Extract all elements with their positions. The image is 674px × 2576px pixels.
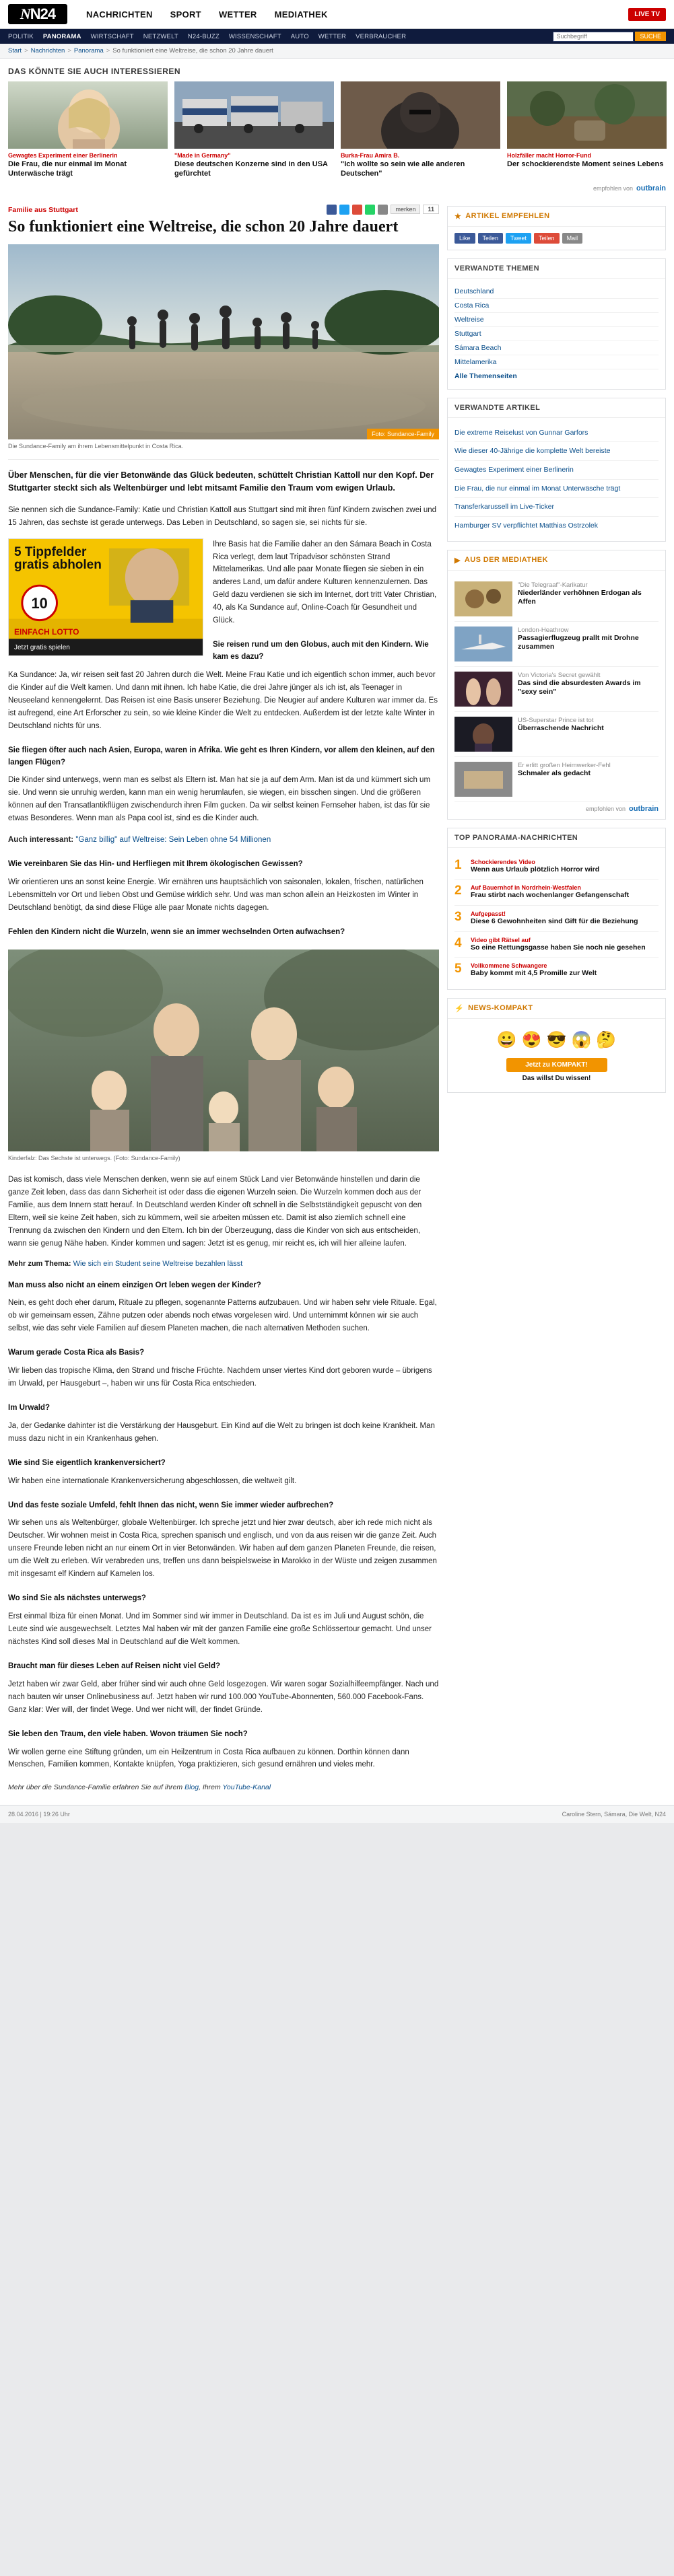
- ad-brand: EINFACH LOTTO: [14, 627, 79, 637]
- related-topics-title: VERWANDTE THEMEN: [448, 259, 665, 279]
- hero-caption: Die Sundance-Family am ihrem Lebensmittelpunkt in Costa Rica.: [8, 439, 439, 460]
- recommendation-row: [0, 81, 674, 183]
- top-news-category: Auf Bauernhof in Nordrhein-Westfalen: [471, 884, 581, 892]
- recommendation-item[interactable]: [174, 81, 334, 179]
- breadcrumb-item-panorama[interactable]: Panorama: [73, 47, 104, 55]
- recommendation-item[interactable]: [8, 81, 168, 179]
- subnav-item-n24buzz[interactable]: N24-BUZZ: [187, 32, 220, 40]
- related-topics-list: [448, 279, 665, 389]
- top-news-category: Video gibt Rätsel auf: [471, 936, 531, 943]
- bolt-icon: ⚡: [454, 1004, 465, 1013]
- media-item[interactable]: [454, 577, 659, 622]
- twitter-share-button[interactable]: Tweet: [506, 233, 531, 244]
- top-news-list: [448, 848, 665, 989]
- svg-text:10: 10: [31, 594, 48, 612]
- main-navigation: [86, 9, 328, 20]
- article-credit: Caroline Stern, Sámara, Die Welt, N24: [562, 1811, 666, 1818]
- mediathek-title: [448, 550, 665, 571]
- topic-link[interactable]: Sámara Beach: [454, 341, 659, 355]
- top-news-headline: So eine Rettungsgasse haben Sie noch nie gesehen: [471, 943, 646, 952]
- news-kompakt-title-text: NEWS-KOMPAKT: [468, 1004, 533, 1013]
- recommendation-powered-label: empfohlen von: [593, 184, 633, 192]
- whatsapp-icon[interactable]: [365, 205, 375, 215]
- article-answer: Das ist komisch, dass viele Menschen denken, wenn sie auf einem Stück Land vier Betonwände hinstellen und darin die ganze Zeit leben, dass das dann Sicherheit ist oder dass die eigenen Wurzeln seien. Die Wurzeln kommen doch aus der Familie, aus dem Innern statt herauf. In Deutschland werden Kinder oft schnell in die Selbstständigkeit gepuscht von den Eltern, weil sie keine Zeit haben, sich zu kümmern, weil sie arbeiten müssen etc. Damit ist also ziemlich schnell eine Trennung da zwischen den Kindern und den Eltern. Ich bin der Überzeugung, dass die Kinder von sich aus entscheiden, wann sie genug Nähe haben. Kinder kommen und sagen: Jetzt ist es genug, mir reicht es, ich will hier alleine laufen.: [8, 1175, 422, 1248]
- inline-image: [8, 950, 439, 1151]
- footer-note-mid: , Ihrem: [199, 1783, 223, 1792]
- media-headline: Überraschende Nachricht: [518, 723, 604, 732]
- photo-burka-woman: [341, 81, 500, 149]
- related-articles-list: [448, 418, 665, 541]
- media-thumbnail[interactable]: [454, 672, 512, 707]
- article-answer: Erst einmal Ibiza für einen Monat. Und im Sommer sind wir immer in Deutschland. Da ist es im Juli und August schön, die Leute sind wie ausgewechselt. Letztes Mal haben wir mit der ganzen Familie eine große Schlössertour gemacht. Und unser nächstes Kind soll dieses Mal in Deutschland auf die Welt kommen.: [8, 1612, 432, 1646]
- hero-image: [8, 244, 439, 439]
- related-topics-box: [447, 258, 666, 390]
- media-item[interactable]: [454, 667, 659, 712]
- subnav-item-wissenschaft[interactable]: WISSENSCHAFT: [228, 32, 281, 40]
- recommendation-headline: Diese deutschen Konzerne sind in den USA gefürchtet: [174, 160, 328, 178]
- news-kompakt-subtitle: Das willst Du wissen!: [522, 1074, 591, 1082]
- breadcrumb-item-start[interactable]: Start: [8, 47, 22, 55]
- subnav-item-auto[interactable]: AUTO: [290, 32, 309, 40]
- recommendation-category: "Made in Germany": [174, 152, 231, 159]
- subnav-item-wetter[interactable]: WETTER: [318, 32, 347, 40]
- more-on-topic: [8, 1260, 439, 1268]
- ad-creative[interactable]: [8, 538, 203, 656]
- recommendation-headline: Der schockierendste Moment seines Lebens: [507, 160, 664, 168]
- google-plus-icon[interactable]: [352, 205, 362, 215]
- recommendation-section-title: DAS KÖNNTE SIE AUCH INTERESSIEREN: [8, 67, 181, 76]
- article-paragraph: Ihre Basis hat die Familie daher an den Sámara Beach in Costa Rica verlegt, dem laut Tripadvisor schönsten Strand Mittelamerikas. Und alle paar Monate fliegen sie sieben in ein anderes Land, um dafür andere Kulturen kennenzulernen. Das Geld dazu verdienen sie sich im Internet, dort tritt Vater Christian, 40, als Ka Sundance auf, Online-Coach für Gesundheit und Glück.: [213, 540, 437, 625]
- facebook-share-button[interactable]: Teilen: [478, 233, 504, 244]
- media-thumbnail[interactable]: [454, 762, 512, 797]
- article-question: Sie reisen rund um den Globus, auch mit den Kindern. Wie kam es dazu?: [213, 641, 429, 661]
- recommendation-thumbnail[interactable]: [8, 81, 168, 149]
- nav-item-nachrichten[interactable]: NACHRICHTEN: [86, 9, 153, 20]
- nav-item-sport[interactable]: SPORT: [170, 9, 201, 20]
- play-icon: ▶: [454, 556, 461, 565]
- media-item[interactable]: [454, 757, 659, 802]
- article-content: [8, 206, 439, 1792]
- related-article-link[interactable]: Wie dieser 40-Jährige die komplette Welt bereiste: [454, 442, 659, 461]
- breadcrumb-separator: >: [24, 47, 28, 55]
- article-answer: Wir haben eine internationale Krankenversicherung abgeschlossen, die weltweit gilt.: [8, 1476, 297, 1485]
- inline-caption: Kinderfalz: Das Sechste ist unterwegs. (Foto: Sundance-Family): [8, 1154, 180, 1161]
- top-news-box: [447, 828, 666, 990]
- photo-family-beach-jumping: [8, 244, 439, 439]
- top-news-rank: 3: [454, 909, 462, 924]
- top-news-headline: Baby kommt mit 4,5 Promille zur Welt: [471, 969, 597, 978]
- recommendation-thumbnail[interactable]: [507, 81, 667, 149]
- media-headline: Niederländer verhöhnen Erdogan als Affen: [518, 588, 642, 606]
- related-articles-title: VERWANDTE ARTIKEL: [448, 398, 665, 418]
- top-news-item[interactable]: [454, 958, 659, 983]
- sidebar: [447, 206, 666, 1101]
- article-timestamp: 28.04.2016 | 19:26 Uhr: [8, 1811, 70, 1818]
- mediathek-title-text: AUS DER MEDIATHEK: [464, 556, 548, 565]
- media-item[interactable]: [454, 622, 659, 667]
- breadcrumb: [0, 44, 674, 58]
- top-news-rank: 5: [454, 962, 462, 976]
- article-lead: Über Menschen, für die vier Betonwände das Glück bedeuten, schüttelt Christian Kattoll nur den Kopf. Der Stuttgarter steckt sich als Weltenbürger und lebt mitsamt Familie den Traum vom ewigen Urlaub.: [8, 470, 434, 493]
- article-answer: Wir orientieren uns an sonst keine Energie. Wir ernähren uns hauptsächlich von saisonalen, lokalen, frischen, natürlichen Lebensmitteln vor Ort und lieben Obst und Gemüse wirklich sehr. Und was man schon allein an Heizkosten im Winter in Deutschland benötigt, da sind diese Flüge alle paar Monate nichts dagegen.: [8, 878, 424, 912]
- recommendation-item[interactable]: [341, 81, 500, 179]
- emoji-row: [454, 1025, 659, 1052]
- recommendation-attribution: [0, 183, 674, 199]
- image-credit: Foto: Sundance-Family: [367, 429, 439, 439]
- photo-airplane-drone: [454, 627, 512, 661]
- search-button[interactable]: SUCHE: [635, 32, 666, 41]
- search-box[interactable]: [553, 32, 666, 42]
- media-thumbnail[interactable]: [454, 717, 512, 752]
- top-news-item[interactable]: [454, 932, 659, 958]
- article-answer: Wir sehen uns als Weltenbürger, globale Weltenbürger. Ich spreche jetzt und hier zwar deutsch, aber ich rede mich nicht als Deutscher. Wir wohnen meist in Costa Rica, sprechen spanisch und englisch, und von da aus reisen wir die ganze Zeit. Auch unsere Freunde leben nicht an nur einem Ort in vier Betonwänden. Wir haben auf dem ganzen Planeten Freunde, die reisen, um die Welt zu erleben. Wir verabreden uns, treffen uns dann beispielsweise in Marokko in der Wüste und zeigen zusammen mit insgesamt elf Kindern auf Kamelen los.: [8, 1519, 437, 1579]
- article-answer: Wir wollen gerne eine Stiftung gründen, um ein Heilzentrum in Costa Rica aufbauen zu können. Dorthin können dann Menschen, Familien kommen, Kontakte knüpfen, Yoga praktizieren, sich gesund ernähren und vieles mehr.: [8, 1748, 409, 1769]
- article-question: Man muss also nicht an einem einzigen Ort leben wegen der Kinder?: [8, 1281, 261, 1289]
- top-news-category: Schockierendes Video: [471, 858, 535, 865]
- breadcrumb-separator: >: [67, 47, 71, 55]
- footer-note-text: Mehr über die Sundance-Familie erfahren Sie auf ihrem: [8, 1783, 185, 1792]
- media-thumbnail[interactable]: [454, 581, 512, 616]
- site-header: [0, 0, 674, 29]
- inline-teaser: [8, 834, 439, 847]
- article-question: Fehlen den Kindern nicht die Wurzeln, wenn sie an immer wechselnden Orten aufwachsen?: [8, 927, 345, 936]
- topic-link[interactable]: Stuttgart: [454, 327, 659, 341]
- media-headline: Das sind die absurdesten Awards im "sexy sein": [518, 678, 641, 696]
- top-news-item[interactable]: [454, 854, 659, 880]
- top-news-headline: Wenn aus Urlaub plötzlich Horror wird: [471, 865, 600, 873]
- top-news-item[interactable]: [454, 880, 659, 906]
- facebook-icon[interactable]: [327, 205, 337, 215]
- photo-caricature: [454, 581, 512, 616]
- news-kompakt-title: [448, 999, 665, 1019]
- share-bar: [327, 205, 439, 215]
- inline-figure: [8, 950, 439, 1170]
- top-news-item[interactable]: [454, 906, 659, 932]
- breadcrumb-bar: [0, 44, 674, 59]
- sub-navigation: [0, 29, 674, 44]
- photo-trucks: [174, 81, 334, 149]
- page-footer: [0, 1805, 674, 1823]
- media-kicker: US-Superstar Prince ist tot: [518, 716, 594, 724]
- article-question: Wo sind Sie als nächstes unterwegs?: [8, 1594, 146, 1603]
- article-question: Sie leben den Traum, den viele haben. Wovon träumen Sie noch?: [8, 1729, 248, 1738]
- more-label: Mehr zum Thema:: [8, 1259, 71, 1268]
- media-headline: Passagierflugzeug prallt mit Drohne zusammen: [518, 633, 639, 651]
- recommendation-thumbnail[interactable]: [174, 81, 334, 149]
- article-question: Und das feste soziale Umfeld, fehlt Ihnen das nicht, wenn Sie immer wieder aufbrechen?: [8, 1501, 334, 1509]
- article-question: Im Urwald?: [8, 1404, 50, 1412]
- article-question: Warum gerade Costa Rica als Basis?: [8, 1349, 145, 1357]
- inline-teaser-link[interactable]: "Ganz billig" auf Weltreise: Sein Leben ohne 54 Millionen: [75, 836, 271, 845]
- breadcrumb-item-nachrichten[interactable]: Nachrichten: [30, 47, 65, 55]
- ad-title: 5 Tippfelder gratis abholen: [14, 544, 102, 573]
- recommendation-thumbnail[interactable]: [341, 81, 500, 149]
- recommendation-headline: Die Frau, die nur einmal im Monat Unterwäsche trägt: [8, 160, 127, 178]
- ad-subtitle: Jetzt gratis spielen: [14, 643, 70, 651]
- breadcrumb-current: So funktioniert eine Weltreise, die schon 20 Jahre dauert: [112, 47, 273, 55]
- all-topics-link[interactable]: Alle Themenseiten: [454, 371, 517, 380]
- n24-logo[interactable]: N N24: [8, 4, 67, 24]
- article-kicker: Familie aus Stuttgart: [8, 205, 78, 214]
- news-kompakt-button[interactable]: Jetzt zu KOMPAKT!: [506, 1058, 607, 1072]
- top-news-title: TOP PANORAMA-NACHRICHTEN: [448, 828, 665, 848]
- media-kicker: London-Heathrow: [518, 626, 569, 634]
- recommendation-category: Burka-Frau Amira B.: [341, 152, 400, 159]
- facebook-like-button[interactable]: Like: [454, 233, 475, 244]
- top-news-rank: 4: [454, 935, 462, 950]
- social-buttons: [454, 233, 659, 244]
- mail-share-button[interactable]: Mail: [562, 233, 583, 244]
- mediathek-list: [448, 571, 665, 819]
- recommendation-headline: "Ich wollte so sein wie alle anderen Deutschen": [341, 160, 465, 178]
- photo-models-runway: [454, 672, 512, 707]
- article-answer: Ja, der Gedanke dahinter ist die Verstärkung der Hausgeburt. Ein Kind auf die Welt zu bringen ist doch keine Krankheit. Man muss dazu nicht in ein Krankenhaus gehen.: [8, 1421, 435, 1443]
- emoji-cool-icon[interactable]: 😎: [546, 1030, 567, 1049]
- article-question: Wie sind Sie eigentlich krankenversichert?: [8, 1458, 166, 1467]
- share-article-title: [448, 207, 665, 227]
- top-news-rank: 2: [454, 884, 462, 898]
- merken-button[interactable]: merken: [391, 205, 420, 214]
- footer-note-youtube-link[interactable]: YouTube-Kanal: [222, 1783, 271, 1792]
- photo-family-portrait: [8, 950, 439, 1151]
- topic-link[interactable]: Weltreise: [454, 313, 659, 327]
- subnav-item-verbraucher[interactable]: VERBRAUCHER: [356, 32, 407, 40]
- more-link[interactable]: Wie sich ein Student seine Weltreise bezahlen lässt: [73, 1259, 243, 1268]
- news-kompakt-box: [447, 998, 666, 1093]
- star-icon: ★: [454, 212, 462, 221]
- emoji-thinking-icon[interactable]: 🤔: [596, 1030, 617, 1049]
- media-kicker: "Die Telegraaf"-Karikatur: [518, 581, 588, 589]
- article-paragraph: Sie nennen sich die Sundance-Family: Katie und Christian Kattoll aus Stuttgart sind mit ihren fünf Kindern zwischen zwei und 15 Jahren, das sechste ist gerade unterwegs. Das Leben in Deutschland, so sagen sie, sei nichts für sie.: [8, 505, 437, 527]
- recommendation-category: Holzfäller macht Horror-Fund: [507, 152, 592, 159]
- related-article-kicker[interactable]: Transferkarussell im Live-Ticker: [454, 498, 659, 517]
- article-answer: Die Kinder sind unterwegs, wenn man es selbst als Eltern ist. Man hat sie ja auf dem Arm. Man ist da und kümmert sich um sie. Und wenn sie unruhig werden, kann man ein wenig herumlaufen, sie wiegen, ein bisschen singen. Und die größeren können auf den Transatlantikflügen zwischendurch ihren Film gucken. Da wir selbst keinen Fernseher haben, ist das für sie etwas Besonderes. Wenn man als Papa cool ist, sind es die Kinder auch.: [8, 776, 431, 823]
- emoji-happy-icon[interactable]: 😀: [496, 1030, 517, 1049]
- article-answer: Jetzt haben wir zwar Geld, aber früher sind wir auch ohne Geld losgezogen. Wir waren sogar Sozialhilfeempfänger. Nach und nach bauten wir unser Onlinebusiness auf. Jetzt haben wir rund 100.000 YouTube-Abonnenten, 560.000 Facebook-Fans. Ganz klar: Wer will, der findet Wege. Und wer nicht will, der findet Gründe.: [8, 1680, 439, 1714]
- subnav-item-netzwelt[interactable]: NETZWELT: [143, 32, 178, 40]
- inline-teaser-prefix: Auch interessant:: [8, 836, 74, 845]
- article-answer: Ka Sundance: Ja, wir reisen seit fast 20 Jahren durch die Welt. Meine Frau Katie und ich eigentlich schon immer, auch bevor die Kinder auf die Welt kamen. Und dann mit ihnen. Ich habe Katie, die drei Jahre jünger als ich ist, als Teenager in Neuseeland kennengelernt. Das Reisen ist eine Basis unserer Beziehung. Die Neugier auf andere Kulturen war immer da. Es ist aufregend, eine Art Erforscher zu sein, so wie kleine Kinder die Welt zu entdecken. Außerdem ist der letzte kalte Winter in Deutschland nichts für uns.: [8, 670, 438, 730]
- article-question: Sie fliegen öfter auch nach Asien, Europa, waren in Afrika. Wie geht es Ihren Kindern, vor allem den kleinen, auf den langen Flügen?: [8, 746, 435, 766]
- article-question: Braucht man für dieses Leben auf Reisen nicht viel Geld?: [8, 1661, 221, 1670]
- mediathek-powered-label: empfohlen von: [585, 805, 626, 812]
- media-kicker: Von Victoria's Secret gewählt: [518, 671, 601, 679]
- media-kicker: Er erlitt großen Heimwerker-Fehl: [518, 761, 611, 769]
- article-footer-note: [8, 1783, 439, 1791]
- nav-item-wetter[interactable]: WETTER: [218, 9, 257, 20]
- footer-note-blog-link[interactable]: Blog: [184, 1783, 199, 1792]
- breadcrumb-separator: >: [106, 47, 110, 55]
- top-news-headline: Diese 6 Gewohnheiten sind Gift für die Beziehung: [471, 917, 638, 925]
- outbrain-logo[interactable]: outbrain: [629, 804, 659, 813]
- top-news-headline: Frau stirbt nach wochenlanger Gefangenschaft: [471, 891, 630, 900]
- search-input[interactable]: [553, 32, 634, 42]
- photo-diy-fail: [454, 762, 512, 797]
- article-question: Wie vereinbaren Sie das Hin- und Herfliegen mit Ihrem ökologischen Gewissen?: [8, 860, 303, 869]
- outbrain-logo[interactable]: outbrain: [636, 184, 666, 192]
- related-articles-box: [447, 398, 666, 542]
- related-article-link[interactable]: Die Frau, die nur einmal im Monat Unterwäsche trägt: [454, 480, 659, 499]
- topic-link[interactable]: Costa Rica: [454, 299, 659, 313]
- top-news-rank: 1: [454, 857, 462, 872]
- subnav-item-wirtschaft[interactable]: WIRTSCHAFT: [90, 32, 134, 40]
- advertisement[interactable]: [8, 538, 203, 656]
- subnav-item-politik[interactable]: POLITIK: [8, 32, 34, 40]
- topic-link[interactable]: Deutschland: [454, 285, 659, 299]
- media-item[interactable]: [454, 712, 659, 757]
- photo-woman-blonde: [8, 81, 168, 149]
- photo-prince-concert: [454, 717, 512, 752]
- article-answer: Nein, es geht doch eher darum, Rituale zu pflegen, sogenannte Patterns aufzubauen. Und wir haben sehr viele Rituale. Egal, ob wir gemeinsam essen, Zähne putzen oder abends noch etwas vorgelesen wird. Und unternimmt können wir sie auch selbst, wie das sehr viele Familien auf diesem Planeten machen, die nach alternativen Methoden suchen.: [8, 1299, 437, 1333]
- media-headline: Schmaler als gedacht: [518, 768, 591, 777]
- subnav-item-panorama[interactable]: PANORAMA: [42, 32, 81, 40]
- mediathek-box: [447, 550, 666, 820]
- share-article-title-text: ARTIKEL EMPFEHLEN: [465, 212, 550, 220]
- emoji-shocked-icon[interactable]: 😱: [571, 1030, 592, 1049]
- google-plus-share-button[interactable]: Teilen: [534, 233, 560, 244]
- twitter-icon[interactable]: [339, 205, 349, 215]
- live-tv-button[interactable]: LIVE TV: [628, 8, 666, 21]
- mail-icon[interactable]: [378, 205, 388, 215]
- mediathek-attribution: [454, 802, 659, 813]
- top-news-category: Aufgepasst!: [471, 910, 506, 917]
- recommendation-category: Gewagtes Experiment einer Berlinerin: [8, 152, 118, 159]
- top-news-category: Vollkommene Schwangere: [471, 962, 547, 970]
- share-article-box: [447, 206, 666, 250]
- related-article-kicker[interactable]: Gewagtes Experiment einer Berlinerin: [454, 461, 659, 480]
- recommendation-item[interactable]: [507, 81, 667, 179]
- related-article-kicker[interactable]: Die extreme Reiselust von Gunnar Garfors: [454, 424, 659, 443]
- related-article-link[interactable]: Hamburger SV verpflichtet Matthias Ostrzolek: [454, 521, 598, 530]
- nav-item-mediathek[interactable]: MEDIATHEK: [274, 9, 328, 20]
- merken-count: 11: [423, 205, 439, 214]
- topic-link[interactable]: Mittelamerika: [454, 355, 659, 369]
- page-title: So funktioniert eine Weltreise, die schon 20 Jahre dauert: [8, 217, 399, 236]
- emoji-heart-eyes-icon[interactable]: 😍: [521, 1030, 542, 1049]
- media-thumbnail[interactable]: [454, 627, 512, 661]
- article-answer: Wir lieben das tropische Klima, den Strand und frische Früchte. Nachdem unser viertes Kind dort geboren wurde – übrigens im Urwald, per Hausgeburt –, haben wir uns für Costa Rica entschieden.: [8, 1367, 432, 1388]
- photo-forest-find: [507, 81, 667, 149]
